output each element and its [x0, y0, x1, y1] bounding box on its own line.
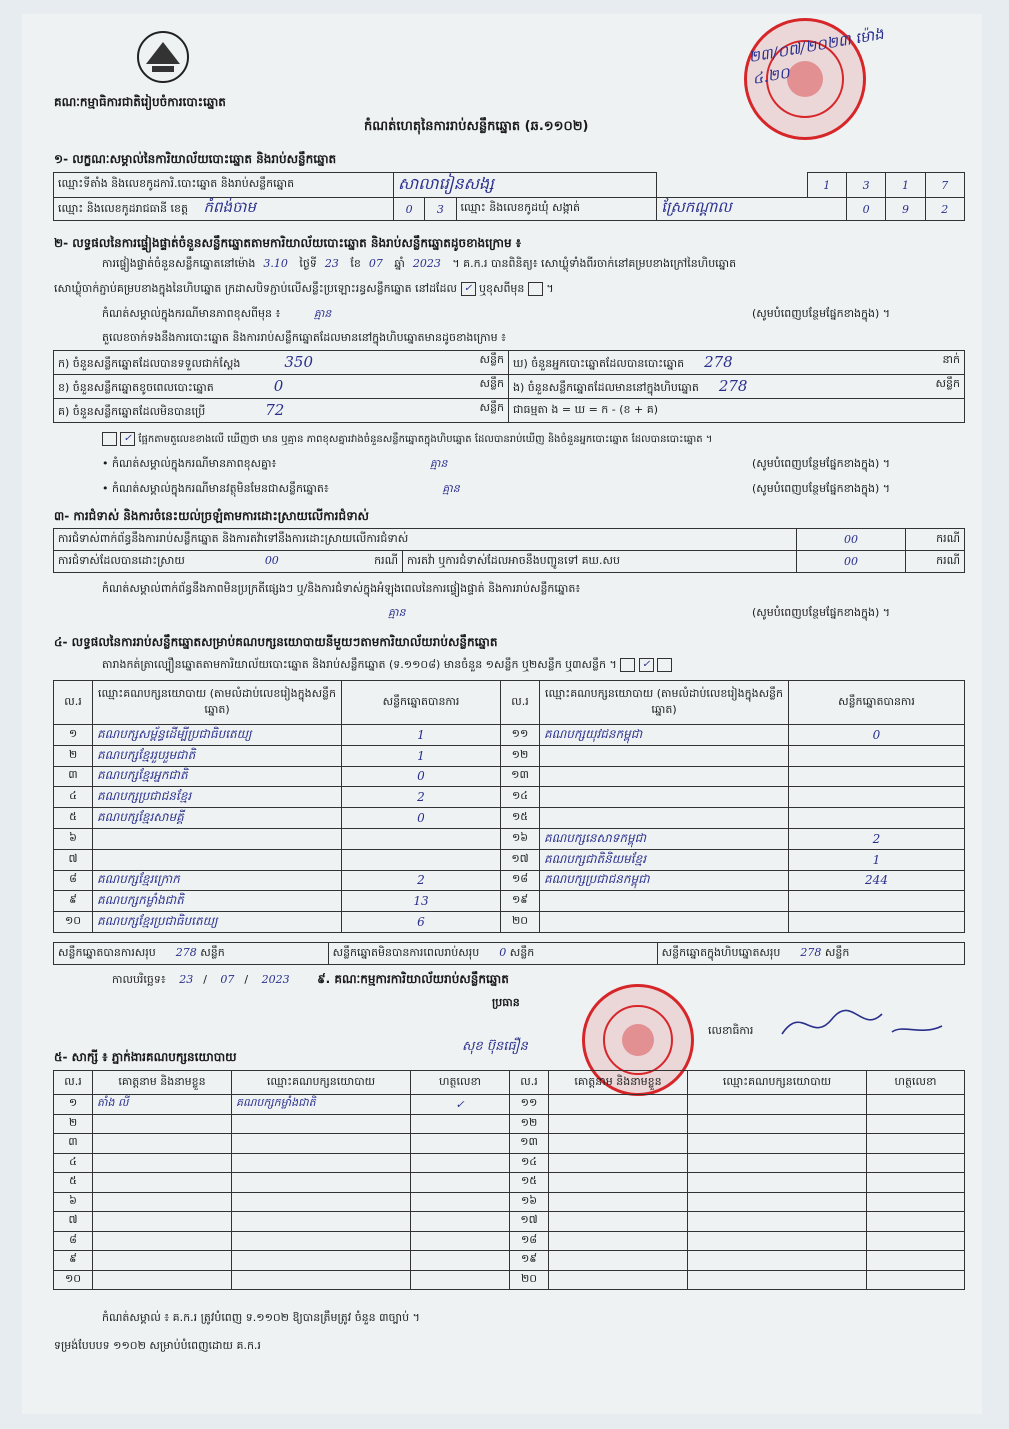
province-code-digit: 0 — [393, 198, 424, 221]
witness-no: ៨ — [54, 1231, 93, 1251]
unchanged-checkbox: ✓ — [461, 282, 476, 296]
witness-table: ល.រ គោត្តនាម និងនាមខ្លួន ឈ្មោះគណបក្សនយោបាយ ហត្ថលេខា ល.រ គោត្តនាម និងនាមខ្លួន ឈ្មោះគណបក្សនយោបាយ ហត្ថលេខា ១ តាំង លី គណបក្សកម្លាំងជាតិ ✓ ១១ ២ ១២ ៣ ១៣ ៤ ១៤ ៥ ១៥ ៦ ១៦ ៧ ១៧ ៨ ១៨ ៩ ១៩ ១០ ២០ — [53, 1070, 965, 1290]
result-party: គណបក្សខ្មែរក្រោក — [93, 870, 342, 891]
witness-name — [549, 1153, 688, 1173]
witness-no: ២០ — [510, 1270, 549, 1290]
stamp-handwriting: ២៣/០៧/២០២៣ ម៉ោង ៤.២០ — [747, 24, 885, 88]
table-row — [54, 745, 965, 766]
result-party: គណបក្សប្រជាជនកម្ពុជា — [540, 870, 789, 891]
section1-table — [53, 172, 965, 221]
result-no: ៦ — [54, 828, 93, 849]
table-row — [54, 1153, 965, 1173]
witness-no: ៣ — [54, 1134, 93, 1154]
table-row — [54, 849, 965, 870]
commune-code-digit: 0 — [846, 198, 885, 221]
objections-label: ការជំទាស់ពាក់ព័ន្ធនឹងការរាប់សន្លឹកឆ្នោត និងការតវ៉ាទៅនឹងការដោះស្រាយលើការជំទាស់ — [54, 529, 797, 551]
table-row — [54, 1173, 965, 1193]
witness-no: ៩ — [54, 1251, 93, 1271]
witness-party: គណបក្សកម្លាំងជាតិ — [232, 1095, 411, 1115]
witness-no: ១១ — [510, 1095, 549, 1115]
chair-name: សុខ ប៊ុនធឿន — [462, 1039, 528, 1054]
changed-checkbox — [528, 282, 543, 296]
date-line: កាលបរិច្ឆេទ៖ 23 / 07 / 2023 ៩. គណៈកម្មការការិយាល័យរាប់សន្លឹកឆ្នោត — [112, 972, 509, 986]
witness-signature — [867, 1153, 965, 1173]
result-no: ១៦ — [501, 828, 540, 849]
venue-code-digit: 1 — [886, 173, 925, 198]
col-party: ឈ្មោះគណបក្សនយោបាយ (តាមលំដាប់លេខរៀងក្នុងសន្លឹកឆ្នោត) — [540, 681, 789, 725]
result-votes — [342, 849, 501, 870]
table-row — [54, 912, 965, 933]
venue-code-digit: 3 — [846, 173, 885, 198]
witness-signature — [411, 1134, 510, 1154]
result-no: ១៣ — [501, 766, 540, 787]
witness-party — [688, 1251, 867, 1271]
witness-no: ១៨ — [510, 1231, 549, 1251]
result-no: ១០ — [54, 912, 93, 933]
witness-no: ១០ — [54, 1270, 93, 1290]
result-no: ១៩ — [501, 891, 540, 912]
witness-no: ៤ — [54, 1153, 93, 1173]
result-no: ៤ — [54, 787, 93, 808]
witness-party — [688, 1231, 867, 1251]
result-votes: 2 — [342, 787, 501, 808]
total-invalid: 0 — [499, 945, 507, 959]
result-party — [540, 912, 789, 933]
witness-name — [93, 1251, 232, 1271]
objections-table: ការជំទាស់ពាក់ព័ន្ធនឹងការរាប់សន្លឹកឆ្នោត និងការតវ៉ាទៅនឹងការដោះស្រាយលើការជំទាស់ 00 ករណី ការជំទាស់ដែលបានដោះស្រាយ 00 ករណី ការតវ៉ា ឬការជំទាស់ដែលអាចនឹងបញ្ជូនទៅ គឃ.សប 00 ករណី — [53, 528, 965, 573]
witness-name — [549, 1192, 688, 1212]
witness-signature — [411, 1212, 510, 1232]
witness-no: ១៩ — [510, 1251, 549, 1271]
figures-intro: តួលេខចាក់ទងនឹងការបោះឆ្នោត និងការរាប់សន្លឹកឆ្នោតដែលមាននៅក្នុងហិបឆ្នោតមានដូចខាងក្រោម ៖ — [102, 331, 506, 344]
commune-value: ស្រែកណ្តាល — [657, 198, 847, 221]
tally-sheets-line: តារាងកត់ត្រាល្បឿនឆ្នោតតាមការិយាល័យបោះឆ្នោត និងរាប់សន្លឹកឆ្នោត (ទ.១១០៨) មានចំនួន ១សន្លឹក ឬ២សន្លឹក ឬ៣សន្លឹក ។ ✓ — [102, 658, 672, 674]
objections-count: 00 — [797, 529, 906, 551]
result-party — [540, 766, 789, 787]
result-votes: 1 — [342, 725, 501, 746]
result-party: គណបក្សសម្ព័ន្ធដើម្បីប្រជាធិបតេយ្យ — [93, 725, 342, 746]
province-label: ឈ្មោះ និងលេខកូដរាជធានី ខេត្ត — [58, 202, 188, 215]
witness-signature — [411, 1251, 510, 1271]
total-in-box: 278 — [800, 945, 822, 959]
table-row — [54, 1095, 965, 1115]
result-party — [540, 808, 789, 829]
col-no: ល.រ — [501, 681, 540, 725]
footnote: កំណត់សម្គាល់ ៖ គ.ក.រ ត្រូវបំពេញ ទ.១១០២ ឱ្យបានត្រឹមត្រូវ ចំនួន ៣ច្បាប់ ។ — [102, 1311, 420, 1324]
date-year: 2023 — [261, 973, 290, 986]
witness-party — [232, 1173, 411, 1193]
result-no: ១២ — [501, 745, 540, 766]
result-no: ១ — [54, 725, 93, 746]
result-no: ១៨ — [501, 870, 540, 891]
result-party: គណបក្សខ្មែរសាមគ្គី — [93, 808, 342, 829]
witness-name — [93, 1212, 232, 1232]
col-party: ឈ្មោះគណបក្សនយោបាយ (តាមលំដាប់លេខរៀងក្នុងសន្លឹកឆ្នោត) — [93, 681, 342, 725]
difference-note: គ្មាន — [313, 307, 332, 320]
witness-signature — [867, 1134, 965, 1154]
witness-signature — [867, 1251, 965, 1271]
witness-signature — [867, 1095, 965, 1115]
result-votes — [789, 787, 965, 808]
witness-party — [232, 1153, 411, 1173]
result-no: ២ — [54, 745, 93, 766]
result-party: គណបក្សនេសាទកម្ពុជា — [540, 828, 789, 849]
witness-party — [688, 1212, 867, 1232]
table-row — [54, 1212, 965, 1232]
result-votes — [789, 766, 965, 787]
witness-party — [688, 1153, 867, 1173]
section4-title: ៤- លទ្ធផលនៃការរាប់សន្លឹកឆ្នោតសម្រាប់គណបក្សនយោបាយនីមួយៗតាមការិយាល័យរាប់សន្លឹកឆ្នោត — [54, 635, 498, 649]
table-row — [54, 1134, 965, 1154]
table-row — [54, 787, 965, 808]
secretary-label: លេខាធិការ — [708, 1024, 754, 1037]
table-row — [54, 828, 965, 849]
result-votes: 1 — [789, 849, 965, 870]
result-no: ២០ — [501, 912, 540, 933]
witness-name — [549, 1212, 688, 1232]
result-votes — [789, 891, 965, 912]
chair-label: ប្រធាន — [492, 996, 520, 1009]
result-votes: 2 — [789, 828, 965, 849]
date-day: 23 — [179, 973, 194, 986]
has-difference-checkbox — [102, 432, 117, 446]
check-month: 07 — [368, 257, 383, 270]
table-row — [54, 808, 965, 829]
resolved-count: 00 — [264, 553, 279, 567]
result-no: ៧ — [54, 849, 93, 870]
emblem-logo — [132, 28, 194, 86]
section3-title: ៣- ការជំទាស់ និងការចំនេះយល់ច្រឡំតាមការដោះស្រាយលើការជំទាស់ — [54, 509, 369, 523]
witness-no: ១៥ — [510, 1173, 549, 1193]
witness-party — [688, 1270, 867, 1290]
voters-count: 278 — [704, 352, 733, 371]
result-party — [93, 849, 342, 870]
received-ballots: 350 — [284, 352, 313, 371]
result-no: ១៥ — [501, 808, 540, 829]
unused-ballots: 72 — [265, 400, 285, 419]
foreign-object-note: គ្មាន — [442, 482, 460, 495]
witness-name — [549, 1134, 688, 1154]
form-title: កំណត់ហេតុនៃការរាប់សន្លឹកឆ្នោត (ឆ.១១០២) — [364, 119, 589, 134]
witness-party — [232, 1231, 411, 1251]
form-footer: ទម្រង់បែបបទ ១១០២ សម្រាប់បំពេញដោយ គ.ក.រ — [54, 1339, 261, 1352]
date-month: 07 — [220, 973, 235, 986]
witness-party — [688, 1173, 867, 1193]
witness-signature — [411, 1192, 510, 1212]
witness-name — [93, 1192, 232, 1212]
witness-no: ១៤ — [510, 1153, 549, 1173]
difference-note-line: កំណត់សម្គាល់ក្នុងករណីមានភាពខុសពីមុន ៖ គ្មាន (សូមបំពេញបន្ថែមផ្នែកខាងក្នុង) ។ — [102, 307, 891, 320]
result-no: ១១ — [501, 725, 540, 746]
table-row — [54, 766, 965, 787]
witness-name — [549, 1231, 688, 1251]
committee-label: ៩. គណៈកម្មការការិយាល័យរាប់សន្លឹកឆ្នោត — [317, 972, 509, 986]
result-votes: 244 — [789, 870, 965, 891]
witness-name — [549, 1251, 688, 1271]
witness-no: ១៣ — [510, 1134, 549, 1154]
table-row — [54, 870, 965, 891]
check-year: 2023 — [412, 257, 441, 270]
result-votes: 6 — [342, 912, 501, 933]
commune-label: ឈ្មោះ និងលេខកូដឃុំ សង្កាត់ — [456, 198, 657, 221]
witness-signature — [411, 1231, 510, 1251]
total-valid: 278 — [175, 945, 197, 959]
witness-signature — [411, 1114, 510, 1134]
province-value: កំពង់ចាម — [203, 198, 256, 216]
witness-party — [232, 1270, 411, 1290]
party-results-table — [53, 680, 965, 933]
witness-no: ២ — [54, 1114, 93, 1134]
result-party: គណបក្សយុវជនកម្ពុជា — [540, 725, 789, 746]
result-no: ៨ — [54, 870, 93, 891]
witness-name — [549, 1173, 688, 1193]
section1-title: ១- លក្ខណៈសម្គាល់នៃការិយាល័យបោះឆ្នោត និងរាប់សន្លឹកឆ្នោត — [54, 152, 337, 166]
table-row — [54, 1251, 965, 1271]
result-party — [93, 828, 342, 849]
result-votes: 0 — [342, 766, 501, 787]
commune-code-digit: 2 — [925, 198, 964, 221]
foreign-object-note-line: • កំណត់សម្គាល់ក្នុងករណីមានវត្ថុមិនមែនជាសន្លឹកឆ្នោត៖ គ្មាន (សូមបំពេញបន្ថែមផ្នែកខាងក្នុង) ។ — [102, 482, 891, 495]
result-party: គណបក្សខ្មែរអ្នកជាតិ — [93, 766, 342, 787]
result-no: ១៧ — [501, 849, 540, 870]
witness-party — [688, 1114, 867, 1134]
witness-no: ១ — [54, 1095, 93, 1115]
check-time-line: ការផ្ទៀងផ្ទាត់ចំនួនសន្លឹកឆ្នោតនៅម៉ោង 3.10 ថ្ងៃទី 23 ខែ 07 ឆ្នាំ 2023 ។ គ.ក.រ បានពិនិត្យ៖ សោឃ្លុំទាំងពីរចាក់នៅគម្របខាងក្រៅនៃហិបឆ្នោត — [102, 257, 737, 270]
witness-no: ៥ — [54, 1173, 93, 1193]
witness-party — [232, 1192, 411, 1212]
section2-title: ២- លទ្ធផលនៃការផ្ទៀងផ្ទាត់ចំនួនសន្លឹកឆ្នោតតាមការិយាល័យបោះឆ្នោត និងរាប់សន្លឹកឆ្នោតដូចខាងក្រោម ៖ — [54, 236, 522, 250]
witness-name — [93, 1231, 232, 1251]
col-votes: សន្លឹកឆ្នោតបានការ — [789, 681, 965, 725]
discrepancy-note-line: • កំណត់សម្គាល់ក្នុងករណីមានភាពខុសគ្នា៖ គ្មាន (សូមបំពេញបន្ថែមផ្នែកខាងក្នុង) ។ — [102, 457, 891, 470]
col-votes: សន្លឹកឆ្នោតបានការ — [342, 681, 501, 725]
ballots-in-box: 278 — [718, 376, 748, 395]
table-row — [54, 891, 965, 912]
table-row — [54, 1114, 965, 1134]
table-row — [54, 1192, 965, 1212]
result-votes: 2 — [342, 870, 501, 891]
result-no: ៥ — [54, 808, 93, 829]
result-party: គណបក្សជាតិនិយមខ្មែរ — [540, 849, 789, 870]
witness-party — [232, 1134, 411, 1154]
result-votes: 1 — [342, 745, 501, 766]
totals-row: សន្លឹកឆ្នោតបានការសរុប 278 សន្លឹក សន្លឹកឆ្នោតមិនបានការពេលរាប់សរុប 0 សន្លឹក សន្លឹកឆ្នោតក្នុងហិបឆ្នោតសរុប 278 សន្លឹក — [53, 942, 965, 965]
result-party: គណបក្សខ្មែររួបរួមជាតិ — [93, 745, 342, 766]
two-sheets-checkbox: ✓ — [639, 658, 654, 672]
witness-signature — [867, 1270, 965, 1290]
result-votes: 13 — [342, 891, 501, 912]
witness-name — [549, 1114, 688, 1134]
result-votes — [789, 808, 965, 829]
witness-no: ១២ — [510, 1114, 549, 1134]
table-row — [54, 1231, 965, 1251]
venue-code-digit: 7 — [925, 173, 964, 198]
difference-check-line: ✓ ផ្អែកតាមតួលេខខាងលើ ឃើញថា មាន ឬគ្មាន ភាពខុសគ្នារវាងចំនួនសន្លឹកឆ្នោតក្នុងហិបឆ្នោត ដែលបានរាប់ឃើញ និងចំនួនអ្នកបោះឆ្នោត ដែលបានបោះឆ្នោត ។ — [102, 432, 972, 447]
irregularity-note: គ្មាន — [388, 606, 406, 619]
table-row — [54, 725, 965, 746]
check-time: 3.10 — [263, 257, 288, 270]
witness-signature — [411, 1173, 510, 1193]
witness-signature: ✓ — [411, 1095, 510, 1115]
irregularity-note-label: កំណត់សម្គាល់ពាក់ព័ន្ធនឹងភាពមិនប្រក្រតីផ្សេងៗ ឬ/និងការជំទាស់ក្នុងអំឡុងពេលនៃការផ្ទៀងផ្ទាត់ និងការរាប់សន្លឹកឆ្នោត៖ — [102, 582, 581, 595]
witness-name — [93, 1270, 232, 1290]
result-party: គណបក្សកម្លាំងជាតិ — [93, 891, 342, 912]
witness-party — [232, 1212, 411, 1232]
result-votes — [789, 912, 965, 933]
no-difference-checkbox: ✓ — [120, 432, 135, 446]
witness-name — [549, 1095, 688, 1115]
witness-name — [93, 1114, 232, 1134]
result-party — [540, 745, 789, 766]
result-votes — [342, 828, 501, 849]
province-code-digit: 3 — [425, 198, 456, 221]
col-no: ល.រ — [54, 681, 93, 725]
result-party — [540, 891, 789, 912]
irregularity-note-line: គ្មាន (សូមបំពេញបន្ថែមផ្នែកខាងក្នុង) ។ — [388, 606, 891, 619]
witness-party — [688, 1192, 867, 1212]
witness-name: តាំង លី — [93, 1095, 232, 1115]
check-day: 23 — [324, 257, 339, 270]
secretary-signature — [772, 1004, 952, 1044]
spoiled-ballots: 0 — [273, 376, 284, 395]
witness-party — [688, 1134, 867, 1154]
result-votes: 0 — [342, 808, 501, 829]
result-votes — [789, 745, 965, 766]
witness-signature — [867, 1231, 965, 1251]
witness-name — [93, 1134, 232, 1154]
witness-signature — [411, 1153, 510, 1173]
result-no: ១៤ — [501, 787, 540, 808]
result-party: គណបក្សប្រជាជនខ្មែរ — [93, 787, 342, 808]
witness-no: ១៧ — [510, 1212, 549, 1232]
result-no: ៩ — [54, 891, 93, 912]
witness-signature — [411, 1270, 510, 1290]
result-votes: 0 — [789, 725, 965, 746]
witness-name — [93, 1153, 232, 1173]
ballot-figures-table: ក) ចំនួនសន្លឹកឆ្នោតដែលបានទទួលជាក់ស្តែង 350 សន្លឹក ឃ) ចំនួនអ្នកបោះឆ្នោតដែលបានបោះឆ្នោត 278 នាក់ ខ) ចំនួនសន្លឹកឆ្នោតខូចពេលបោះឆ្នោត 0 សន្លឹក ង) ចំនួនសន្លឹកឆ្នោតដែលមាននៅក្នុងហិបឆ្នោត 278 សន្លឹក គ) ចំនួនសន្លឹកឆ្នោតដែលមិនបានប្រើ 72 សន្លឹក ជាធម្មតា ង = ឃ = ក - (ខ + គ) — [53, 350, 965, 423]
result-no: ៣ — [54, 766, 93, 787]
witness-party — [232, 1251, 411, 1271]
witness-party — [232, 1114, 411, 1134]
document-page — [22, 14, 982, 1414]
formula: ជាធម្មតា ង = ឃ = ក - (ខ + គ) — [509, 399, 965, 423]
one-sheet-checkbox — [620, 658, 635, 672]
referred-count: 00 — [797, 551, 906, 573]
table-row — [54, 1270, 965, 1290]
three-sheets-checkbox — [657, 658, 672, 672]
result-party: គណបក្សខ្មែរប្រជាធិបតេយ្យ — [93, 912, 342, 933]
referred-label: ការតវ៉ា ឬការជំទាស់ដែលអាចនឹងបញ្ជូនទៅ គឃ.សប — [403, 551, 797, 573]
witness-name — [93, 1173, 232, 1193]
witness-no: ៧ — [54, 1212, 93, 1232]
witness-party — [688, 1095, 867, 1115]
venue-label: ឈ្មោះទីតាំង និងលេខកូដការិ.បោះឆ្នោត និងរាប់សន្លឹកឆ្នោត — [54, 173, 394, 198]
commune-code-digit: 9 — [886, 198, 925, 221]
org-name: គណៈកម្មាធិការជាតិរៀបចំការបោះឆ្នោត — [54, 95, 226, 109]
witness-no: ៦ — [54, 1192, 93, 1212]
witness-name — [549, 1270, 688, 1290]
witness-signature — [867, 1114, 965, 1134]
lock-status-line: សោឃ្លុំចាក់ភ្ជាប់គម្របខាងក្នុងនៃហិបឆ្នោត ក្រដាសបិទភ្ជាប់លើសន្លឹះប្រឡោះរន្ធសន្លឹកឆ្នោត នៅដដែល ✓ ឬខុសពីមុន ។ — [54, 282, 554, 295]
venue-value: សាលារៀនសង្ស — [393, 173, 656, 198]
witness-signature — [867, 1212, 965, 1232]
result-party — [540, 787, 789, 808]
section5-title: ៥- សាក្សី ៖ ភ្នាក់ងារគណបក្សនយោបាយ — [54, 1050, 237, 1064]
witness-no: ១៦ — [510, 1192, 549, 1212]
witness-signature — [867, 1192, 965, 1212]
venue-code-digit: 1 — [807, 173, 846, 198]
witness-signature — [867, 1173, 965, 1193]
discrepancy-note: គ្មាន — [429, 457, 448, 470]
